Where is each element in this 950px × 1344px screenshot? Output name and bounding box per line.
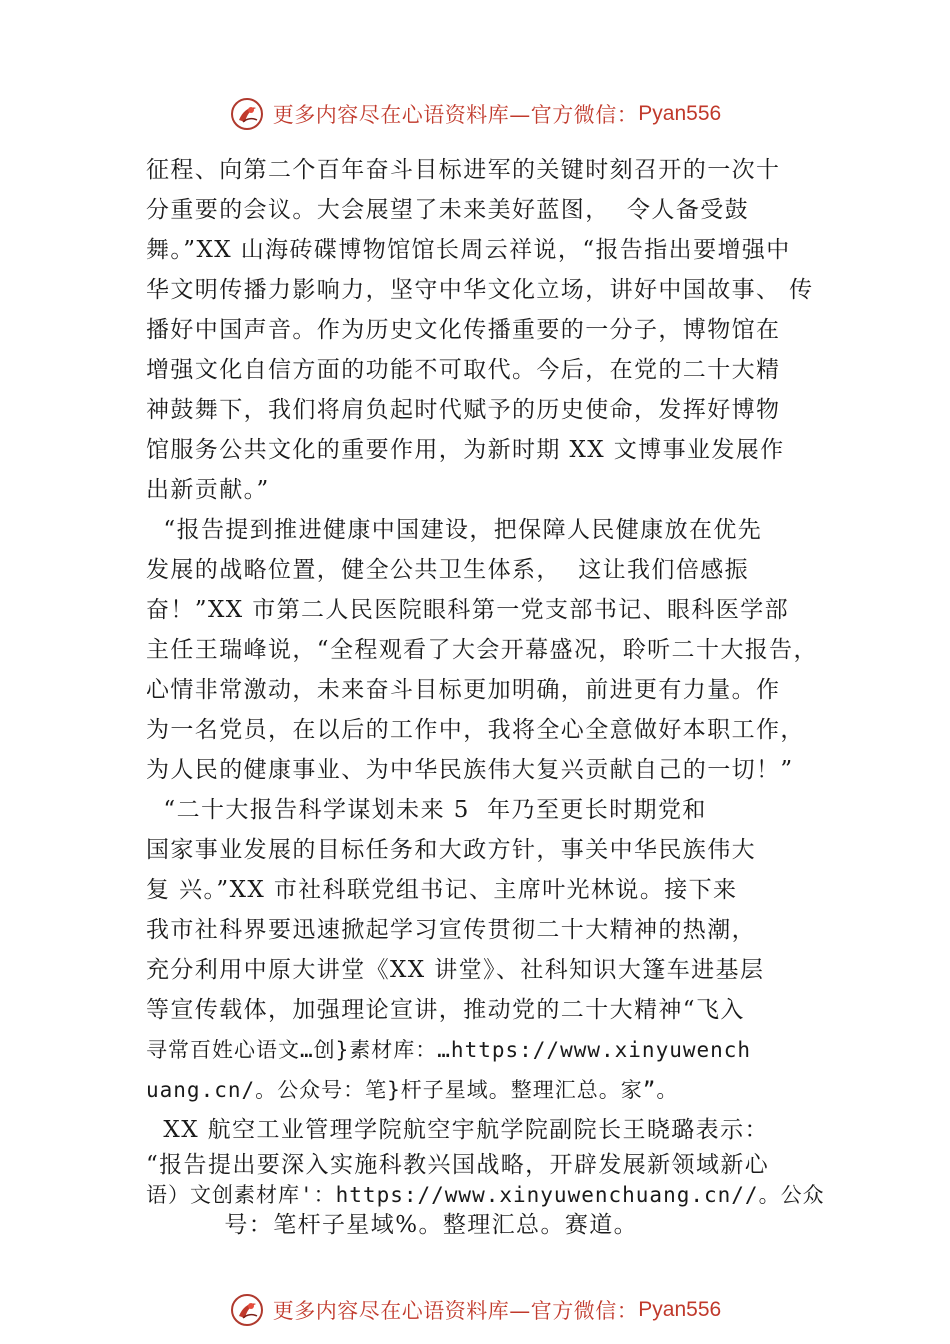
text-line: 寻常百姓心语文…创}素材库：…https://www.xinyuwench [146, 1038, 752, 1062]
header-banner [0, 92, 950, 136]
text-line: 主任王瑞峰说，“全程观看了大会开幕盛况，聆听二十大报告， [146, 637, 818, 663]
header-banner-text: 更多内容尽在心语资料库—官方微信： [272, 103, 639, 127]
text-line: 为一名党员，在以后的工作中，我将全心全意做好本职工作， [146, 717, 805, 743]
text-line: 奋！”XX 市第二人民医院眼科第一党支部书记、眼科医学部 [146, 597, 790, 623]
text-line: “二十大报告科学谋划未来 5 年乃至更长时期党和 [146, 797, 707, 823]
text-line: XX 航空工业管理学院航空宇航学院副院长王晓璐表示： [146, 1117, 769, 1143]
text-line: uang.cn/。公众号：笔}杆子星域。整理汇总。家”。 [146, 1078, 679, 1102]
text-line: 充分利用中原大讲堂《XX 讲堂》、社科知识大篷车进基层 [146, 957, 765, 983]
header-banner-id: Pyan556 [638, 102, 722, 125]
text-line: 出新贡献。” [146, 477, 270, 503]
text-line: 心情非常激动，未来奋斗目标更加明确，前进更有力量。作 [146, 677, 781, 703]
text-line: “报告提出要深入实施科教兴国战略，开辟发展新领域新心 [146, 1152, 770, 1178]
text-line: 等宣传载体，加强理论宣讲，推动党的二十大精神“飞入 [146, 997, 745, 1023]
document-body [146, 150, 825, 1240]
text-line: 分重要的会议。大会展望了未来美好蓝图， 令人备受鼓 [146, 197, 750, 223]
rose-logo-icon [229, 1292, 265, 1328]
text-line: 我市社科界要迅速掀起学习宣传贯彻二十大精神的热潮， [146, 917, 756, 943]
footer-banner-id: Pyan556 [638, 1298, 722, 1321]
text-line: 馆服务公共文化的重要作用，为新时期 XX 文博事业发展作 [146, 437, 785, 463]
text-line: 征程、向第二个百年奋斗目标进军的关键时刻召开的一次十 [146, 157, 781, 183]
text-line: 语）文创素材库'：https://www.xinyuwenchuang.cn//。公众 [146, 1183, 825, 1207]
text-line: 为人民的健康事业、为中华民族伟大复兴贡献自己的一切！” [146, 757, 794, 783]
rose-logo-icon [229, 96, 265, 132]
text-line: 舞。”XX 山海砖碟博物馆馆长周云祥说，“报告指出要增强中 [146, 237, 791, 263]
text-line: 神鼓舞下，我们将肩负起时代赋予的历史使命，发挥好博物 [146, 397, 781, 423]
footer-banner [0, 1288, 950, 1332]
text-line: 发展的战略位置，健全公共卫生体系， 这让我们倍感振 [146, 557, 750, 583]
text-line: “报告提到推进健康中国建设，把保障人民健康放在优先 [146, 517, 763, 543]
text-line: 播好中国声音。作为历史文化传播重要的一分子，博物馆在 [146, 317, 781, 343]
text-line: 华文明传播力影响力，坚守中华文化立场，讲好中国故事、 传 [146, 277, 814, 303]
text-line: 国家事业发展的目标任务和大政方针，事关中华民族伟大 [146, 837, 756, 863]
text-line: 增强文化自信方面的功能不可取代。今后，在党的二十大精 [146, 357, 781, 383]
text-line: 复 兴。”XX 市社科联党组书记、主席叶光林说。接下来 [146, 877, 738, 903]
text-line: 号：笔杆子星域%。整理汇总。赛道。 [146, 1212, 639, 1238]
footer-banner-text: 更多内容尽在心语资料库—官方微信： [272, 1299, 639, 1323]
